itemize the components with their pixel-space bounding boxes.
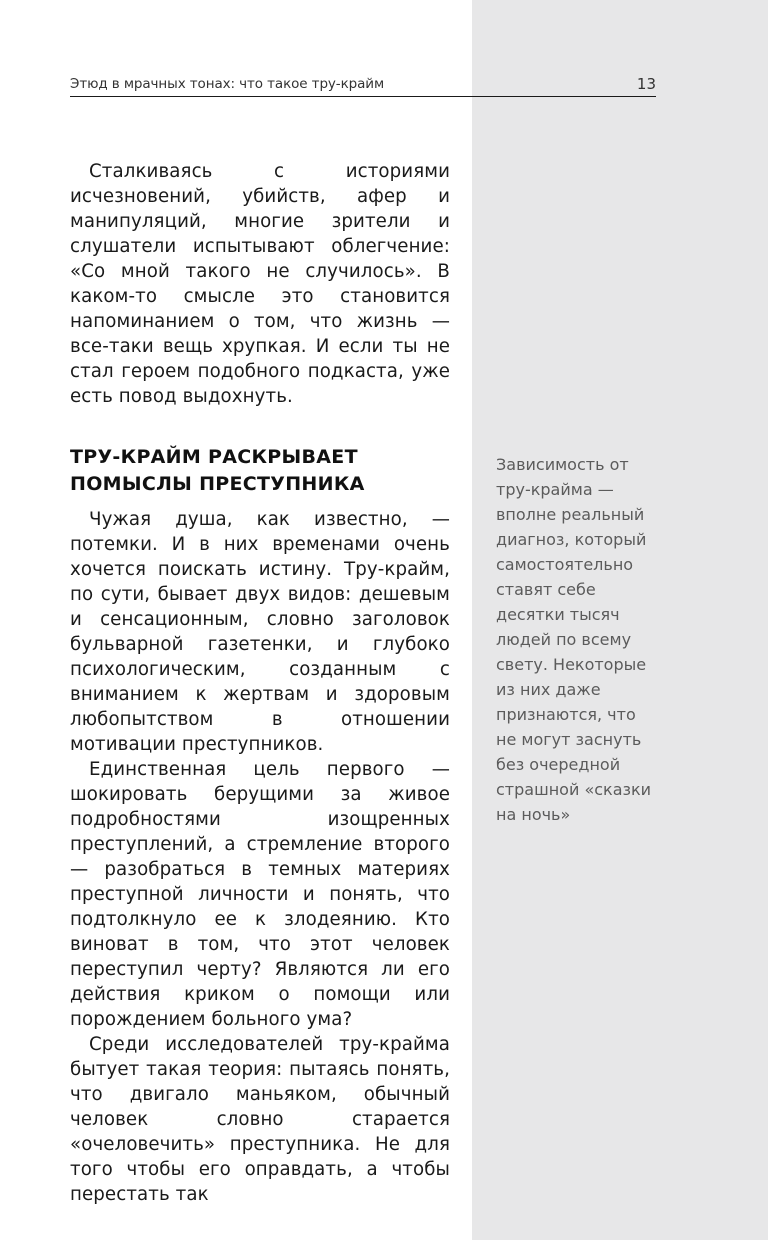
body-paragraph: Единственная цель первого — шокировать берущими за живое подробностями изощренных преступлений, а стремление второго — разобраться в темных материях преступной личности и понять, что подтолкнуло ее к злодеянию. Кто виноват в том, что этот человек переступил черту? Являются ли его действия криком о помощи или порождением больного ума? bbox=[70, 759, 450, 1030]
main-text-column bbox=[70, 159, 450, 1207]
running-title: Этюд в мрачных тонах: что такое тру-крайм bbox=[70, 76, 385, 92]
body-paragraph: Чужая душа, как известно, — потемки. И в них временами очень хочется поискать истину. Тру-крайм, по сути, бывает двух видов: дешевым и сенсационным, словно заголовок бульварной газетенки, и глубоко психологическим, созданным с вниманием к жертвам и здоровым любопытством в отношении мотивации преступников. bbox=[70, 509, 450, 755]
body-paragraph: Сталкиваясь с историями исчезновений, убийств, афер и манипуляций, многие зрители и слушатели испытывают облегчение: «Со мной такого не случилось». В каком-то смысле это становится напоминанием о том, что жизнь — все-таки вещь хрупкая. И если ты не стал героем подобного подкаста, уже есть повод выдохнуть. bbox=[70, 161, 450, 407]
body-paragraph: Среди исследователей тру-крайма бытует такая теория: пытаясь понять, что двигало маньяком, обычный человек словно старается «очеловечить» преступника. Не для того чтобы его оправдать, а чтобы перестать так bbox=[70, 1034, 450, 1205]
sidebar-note: Зависимость от тру-крайма — вполне реальный диагноз, который самостоятельно ставят себе десятки тысяч людей по всему свету. Некоторые из них даже признаются, что не могут заснуть без очередной страшной «сказки на ночь» bbox=[496, 455, 652, 824]
section-heading: ТРУ-КРАЙМ РАСКРЫВАЕТ ПОМЫСЛЫ ПРЕСТУПНИКА bbox=[70, 446, 365, 495]
running-header bbox=[70, 76, 656, 97]
page-number: 13 bbox=[636, 75, 656, 93]
